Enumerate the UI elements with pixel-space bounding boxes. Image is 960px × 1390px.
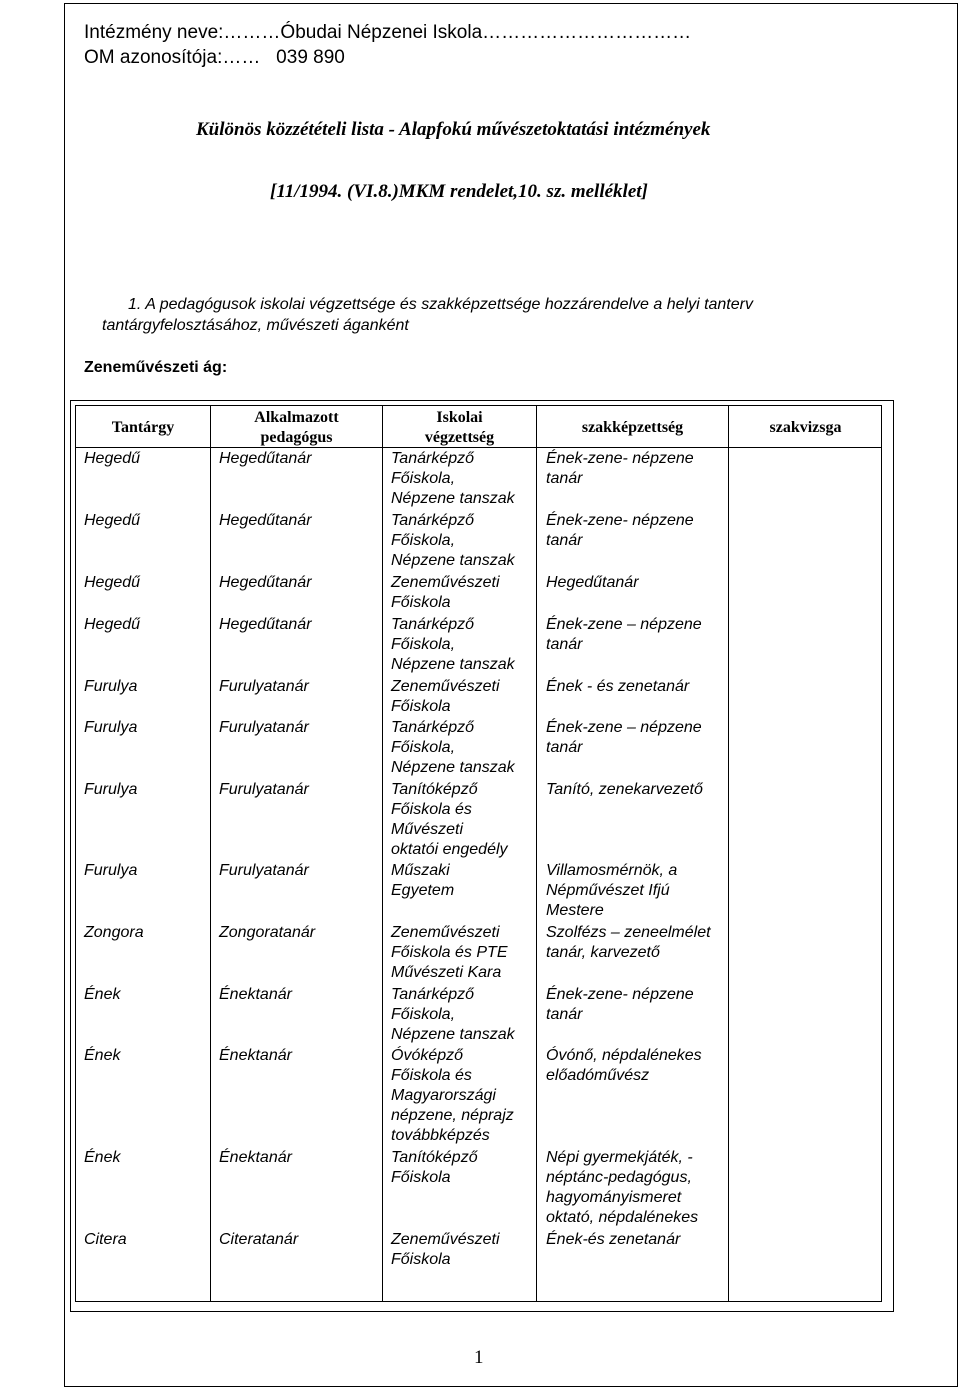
cell-subject: Ének <box>84 1149 121 1166</box>
institution-value: ………Óbudai Népzenei Iskola…………………………… <box>223 22 692 43</box>
cell-qualification: Ének-zene- népzene tanár <box>546 450 694 487</box>
cell-qualification: Óvónő, népdalénekes előadóművész <box>546 1047 702 1084</box>
cell-teacher: Furulyatanár <box>219 862 309 879</box>
header-subject: Tantárgy <box>111 419 175 436</box>
cell-teacher: Furulyatanár <box>219 719 309 736</box>
om-label: OM azonosítója: <box>84 47 223 68</box>
cell-qualification: Szolfézs – zeneelmélet tanár, karvezető <box>546 924 711 961</box>
om-line <box>84 47 345 69</box>
cell-teacher: Hegedűtanár <box>219 512 312 529</box>
cell-teacher: Hegedűtanár <box>219 616 312 633</box>
cell-teacher: Furulyatanár <box>219 781 309 798</box>
column-divider <box>210 405 211 1302</box>
document-title: Különös közzétételi lista - Alapfokú művészetoktatási intézmények <box>196 119 711 140</box>
cell-qualification: Hegedűtanár <box>546 574 639 591</box>
cell-teacher: Zongoratanár <box>219 924 316 941</box>
cell-qualification: Villamosmérnök, a Népművészet Ifjú Mestere <box>546 862 678 919</box>
institution-line <box>84 22 691 44</box>
cell-subject: Furulya <box>84 862 138 879</box>
cell-teacher: Furulyatanár <box>219 678 309 695</box>
institution-label: Intézmény neve: <box>84 22 224 43</box>
cell-education: Zeneművészeti Főiskola <box>391 678 500 715</box>
cell-qualification: Ének - és zenetanár <box>546 678 690 695</box>
cell-teacher: Hegedűtanár <box>219 574 312 591</box>
cell-education: Tanítóképző Főiskola és Művészeti oktatói engedély <box>391 781 508 858</box>
cell-qualification: Népi gyermekjáték, - néptánc-pedagógus, hagyományismeret oktató, népdalénekes <box>546 1149 699 1226</box>
cell-teacher: Citeratanár <box>219 1231 299 1248</box>
cell-subject: Ének <box>84 986 121 1003</box>
cell-teacher: Énektanár <box>219 1047 292 1064</box>
cell-education: Óvóképző Főiskola és Magyarországi népzene, néprajz továbbképzés <box>391 1047 514 1144</box>
cell-subject: Hegedű <box>84 616 141 633</box>
cell-subject: Furulya <box>84 781 138 798</box>
cell-subject: Citera <box>84 1231 127 1248</box>
column-divider <box>382 405 383 1302</box>
om-value: …… 039 890 <box>222 47 345 68</box>
cell-subject: Furulya <box>84 678 138 695</box>
header-education: Iskolai végzettség <box>424 409 495 446</box>
cell-subject: Hegedű <box>84 574 141 591</box>
cell-teacher: Énektanár <box>219 986 292 1003</box>
header-exam: szakvizsga <box>769 419 842 436</box>
cell-education: Tanárképző Főiskola, Népzene tanszak <box>391 450 515 507</box>
cell-teacher: Énektanár <box>219 1149 292 1166</box>
cell-education: Műszaki Egyetem <box>391 862 455 899</box>
cell-education: Zeneművészeti Főiskola <box>391 1231 500 1268</box>
cell-subject: Zongora <box>84 924 144 941</box>
cell-education: Tanárképző Főiskola, Népzene tanszak <box>391 986 515 1043</box>
column-divider <box>536 405 537 1302</box>
section-heading-line1: 1. A pedagógusok iskolai végzettsége és szakképzettsége hozzárendelve a helyi tanterv <box>128 296 753 313</box>
column-divider <box>728 405 729 1302</box>
cell-qualification: Ének-és zenetanár <box>546 1231 681 1248</box>
cell-subject: Ének <box>84 1047 121 1064</box>
cell-subject: Hegedű <box>84 450 141 467</box>
cell-qualification: Ének-zene- népzene tanár <box>546 512 694 549</box>
cell-subject: Furulya <box>84 719 138 736</box>
cell-teacher: Hegedűtanár <box>219 450 312 467</box>
cell-education: Zeneművészeti Főiskola és PTE Művészeti Kara <box>391 924 508 981</box>
cell-qualification: Ének-zene – népzene tanár <box>546 616 702 653</box>
page-number: 1 <box>474 1347 484 1368</box>
cell-education: Tanárképző Főiskola, Népzene tanszak <box>391 719 515 776</box>
cell-subject: Hegedű <box>84 512 141 529</box>
cell-education: Tanárképző Főiskola, Népzene tanszak <box>391 512 515 569</box>
cell-education: Zeneművészeti Főiskola <box>391 574 500 611</box>
cell-qualification: Ének-zene – népzene tanár <box>546 719 702 756</box>
cell-education: Tanítóképző Főiskola <box>391 1149 478 1186</box>
cell-qualification: Tanító, zenekarvezető <box>546 781 703 798</box>
header-qualification: szakképzettség <box>581 419 684 436</box>
cell-education: Tanárképző Főiskola, Népzene tanszak <box>391 616 515 673</box>
cell-qualification: Ének-zene- népzene tanár <box>546 986 694 1023</box>
branch-label: Zeneművészeti ág: <box>84 359 228 376</box>
document-subtitle: [11/1994. (VI.8.)MKM rendelet,10. sz. melléklet] <box>270 181 648 202</box>
section-heading-line2: tantárgyfelosztásához, művészeti áganként <box>102 317 409 334</box>
header-teacher: Alkalmazott pedagógus <box>254 409 339 446</box>
